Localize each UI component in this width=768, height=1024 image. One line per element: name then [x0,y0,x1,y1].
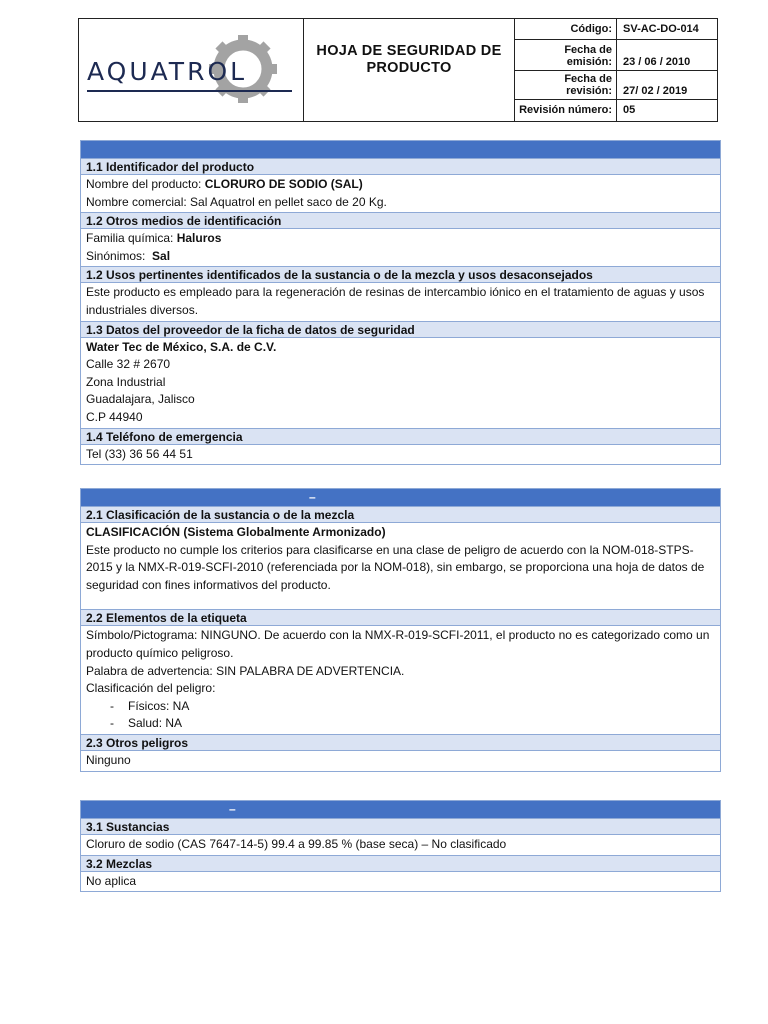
section-3 [80,800,721,892]
hazard-health-item: - Salud: NA [110,716,183,731]
heading-3-2: 3.2 Mezclas [81,855,720,872]
meta-label: Fecha de revisión: [515,71,617,99]
meta-row-revision-fecha [515,71,717,100]
heading-1-4: 1.4 Teléfono de emergencia [81,428,720,445]
meta-label: Código: [515,19,617,39]
hazard-physical-item: - Físicos: NA [110,698,190,713]
meta-value: SV-AC-DO-014 [623,23,699,36]
product-name-label: Nombre del producto: [86,177,205,191]
meta-row-codigo [515,19,717,40]
chemical-family-value: Haluros [176,231,222,246]
section-1-1-body [81,175,720,212]
heading-2-3: 2.3 Otros peligros [81,734,720,751]
company-logo [79,19,304,121]
classification-title: CLASIFICACIÓN (Sistema Globalmente Armonizado) [86,525,386,539]
heading-3-1: 3.1 Sustancias [81,818,720,835]
logo-text: AQUATROL [87,57,248,86]
emergency-phone: Tel (33) 36 56 44 51 [86,446,193,461]
product-name-line [86,176,715,194]
section-2-bar [81,489,720,506]
logo-underline [87,90,292,92]
address-line: Zona Industrial [86,374,166,389]
spacer [86,594,715,608]
meta-row-emision [515,40,717,70]
section-3-bar-text: – [229,802,236,816]
meta-row-revision-numero [515,100,717,121]
meta-label: Revisión número: [515,100,617,121]
postal-code: C.P 44940 [86,409,143,424]
meta-value: 27/ 02 / 2019 [623,84,688,97]
pictogram-text: Símbolo/Pictograma: NINGUNO. De acuerdo con la NMX-R-019-SCFI-2011, el producto no es categorizado como un producto químico peligroso. [86,628,710,660]
meta-value: 05 [623,104,636,117]
substance-text: Cloruro de sodio (CAS 7647-14-5) 99.4 a 99.85 % (base seca) – No clasificado [86,837,507,851]
mixtures-text: No aplica [86,873,137,888]
section-2 [80,488,721,772]
address-line: Calle 32 # 2670 [86,357,171,372]
heading-2-1: 2.1 Clasificación de la sustancia o de la mezcla [81,506,720,523]
document-meta-table [515,19,717,121]
meta-value: 23 / 06 / 2010 [623,55,691,68]
heading-1-2b: 1.2 Usos pertinentes identificados de la sustancia o de la mezcla y usos desaconsejados [81,266,720,283]
other-hazards: Ninguno [86,752,131,767]
section-3-bar [81,801,720,818]
document-header [78,18,718,122]
product-name-value: CLORURO DE SODIO (SAL) [204,177,363,191]
document-title: HOJA DE SEGURIDAD DE PRODUCTO [304,19,515,121]
chemical-family-line [86,230,715,248]
hazard-health: Salud: NA [128,716,183,731]
section-2-2-body [81,626,720,734]
section-1-2a-body [81,229,720,266]
heading-1-1: 1.1 Identificador del producto [81,158,720,175]
section-2-1-body [81,523,720,609]
section-1 [80,140,721,465]
synonyms-label: Sinónimos: [86,248,153,263]
section-1-bar [81,141,720,158]
heading-1-3: 1.3 Datos del proveedor de la ficha de datos de seguridad [81,321,720,338]
classification-text: Este producto no cumple los criterios para clasificarse en una clase de peligro de acuerdo con la NOM-018-STPS-2015 y la NMX-R-019-SCFI-2010 (referenciada por la NOM-018), sin embargo, se proporciona una hoja de datos de seguridad con fines informativos del producto. [86,542,705,592]
hazard-classification-label: Clasificación del peligro: [86,681,216,696]
synonyms-value: Sal [152,248,171,263]
heading-1-2a: 1.2 Otros medios de identificación [81,212,720,229]
signal-word: Palabra de advertencia: SIN PALABRA DE ADVERTENCIA. [86,663,405,678]
section-2-bar-text: – [309,490,316,504]
hazard-physical: Físicos: NA [128,698,190,713]
supplier-name: Water Tec de México, S.A. de C.V. [86,339,277,354]
address-line: Guadalajara, Jalisco [86,392,195,407]
uses-text: Este producto es empleado para la regeneración de resinas de intercambio iónico en el tratamiento de aguas y usos industriales diversos. [86,285,705,317]
commercial-name: Nombre comercial: Sal Aquatrol en pellet saco de 20 Kg. [86,194,387,209]
synonyms-line [86,248,715,266]
supplier-block [81,338,720,428]
chemical-family-label: Familia química: [86,231,177,246]
meta-label: Fecha de emisión: [515,40,617,69]
heading-2-2: 2.2 Elementos de la etiqueta [81,609,720,626]
